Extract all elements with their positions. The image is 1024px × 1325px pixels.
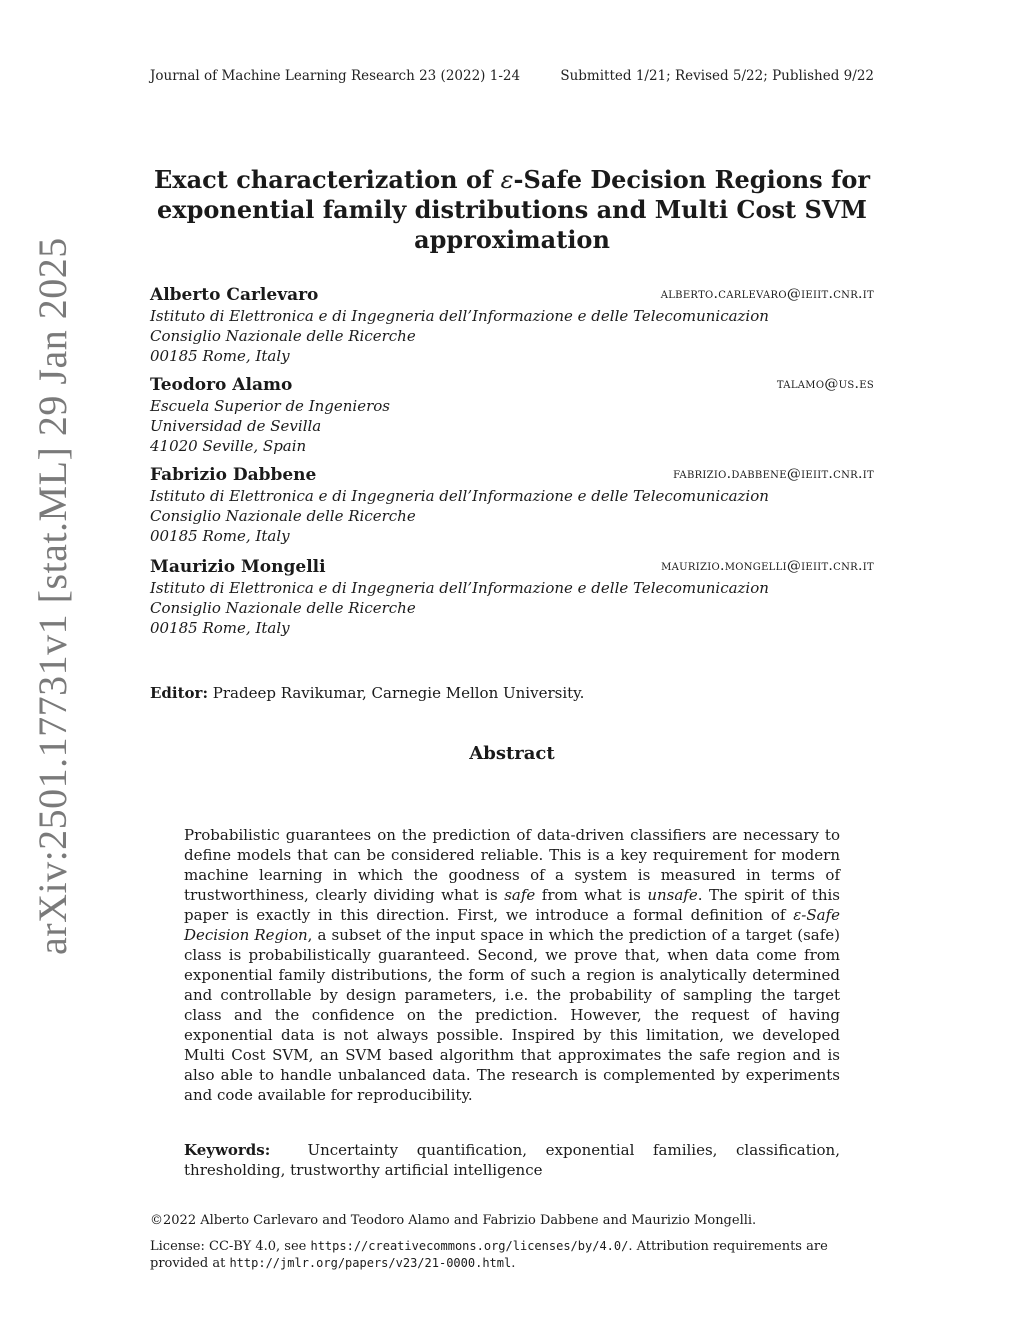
- license-note: License: CC-BY 4.0, see https://creativecommons.org/licenses/by/4.0/. Attribution requirements are provided at http://jmlr.org/papers/v23/21-0000.html.: [150, 1239, 828, 1271]
- editor-value: Pradeep Ravikumar, Carnegie Mellon University.: [212, 684, 585, 702]
- editor-label: Editor:: [150, 684, 208, 702]
- author-block: [150, 284, 874, 366]
- author-affiliation-line: Istituto di Elettronica e di Ingegneria dell’Informazione e delle Telecomunicazion: [150, 579, 769, 597]
- emph-safe-decision-region: ε-Safe Decision Region: [184, 906, 840, 944]
- paper-link[interactable]: http://jmlr.org/papers/v23/21-0000.html: [229, 1256, 512, 1270]
- arxiv-identifier-stamp: arXiv:2501.17731v1 [stat.ML] 29 Jan 2025: [30, 237, 75, 955]
- author-affiliation-line: Consiglio Nazionale delle Ricerche: [150, 327, 416, 345]
- author-affiliation-line: 00185 Rome, Italy: [150, 619, 290, 637]
- title-line-2: exponential family distributions and Multi Cost SVM: [157, 195, 867, 224]
- author-email[interactable]: talamo@us.es: [776, 376, 874, 392]
- author-name: Fabrizio Dabbene: [150, 465, 317, 485]
- running-header-submission: Submitted 1/21; Revised 5/22; Published 9/22: [560, 68, 874, 84]
- author-name: Alberto Carlevaro: [150, 285, 319, 305]
- epsilon-symbol: ε: [500, 166, 514, 194]
- abstract-body: Probabilistic guarantees on the prediction of data-driven classifiers are necessary to define models that can be considered reliable. This is a key requirement for modern machine learning in which the goodness of a system is measured in terms of trustworthiness, clearly dividing what is safe from what is unsafe. The spirit of this paper is exactly in this direction. First, we introduce a formal definition of ε-Safe Decision Region, a subset of the input space in which the prediction of a target (safe) class is probabilistically guaranteed. Second, we prove that, when data come from exponential family distributions, the form of such a region is analytically determined and controllable by design parameters, i.e. the probability of sampling the target class and the confidence on the prediction. However, the request of having exponential data is not always possible. Inspired by this limitation, we developed Multi Cost SVM, an SVM based algorithm that approximates the safe region and is also able to handle unbalanced data. The research is complemented by experiments and code available for reproducibility.: [184, 826, 840, 1104]
- author-affiliation-line: Universidad de Sevilla: [150, 417, 322, 435]
- author-name: Maurizio Mongelli: [150, 557, 326, 577]
- author-affiliation-line: 00185 Rome, Italy: [150, 527, 290, 545]
- author-name: Teodoro Alamo: [150, 375, 293, 395]
- title-line-3: approximation: [414, 225, 610, 254]
- author-affiliation-line: Istituto di Elettronica e di Ingegneria dell’Informazione e delle Telecomunicazion: [150, 487, 769, 505]
- author-email[interactable]: fabrizio.dabbene@ieiit.cnr.it: [673, 466, 874, 482]
- emph-safe: safe: [504, 886, 536, 904]
- keywords-paragraph: [184, 1140, 840, 1180]
- paper-title: [150, 165, 874, 255]
- license-link[interactable]: https://creativecommons.org/licenses/by/4.0/: [310, 1239, 629, 1253]
- copyright-line: ©2022 Alberto Carlevaro and Teodoro Alamo and Fabrizio Dabbene and Maurizio Mongelli.: [150, 1213, 757, 1228]
- author-block: [150, 374, 874, 456]
- author-affiliation-line: Istituto di Elettronica e di Ingegneria dell’Informazione e delle Telecomunicazion: [150, 307, 769, 325]
- author-block: [150, 464, 874, 546]
- author-affiliation-line: Escuela Superior de Ingenieros: [150, 397, 390, 415]
- abstract-heading: Abstract: [469, 743, 555, 764]
- emph-unsafe: unsafe: [647, 886, 698, 904]
- author-affiliation-line: Consiglio Nazionale delle Ricerche: [150, 599, 416, 617]
- editor-line: [150, 684, 584, 702]
- author-affiliation-line: 41020 Seville, Spain: [150, 437, 307, 455]
- keywords-label: Keywords:: [184, 1141, 271, 1159]
- running-header-journal: Journal of Machine Learning Research 23 (2022) 1-24: [150, 68, 521, 84]
- author-affiliation-line: Consiglio Nazionale delle Ricerche: [150, 507, 416, 525]
- author-affiliation-line: 00185 Rome, Italy: [150, 347, 290, 365]
- author-email[interactable]: maurizio.mongelli@ieiit.cnr.it: [661, 558, 874, 574]
- author-block: [150, 556, 874, 638]
- keywords-value: Uncertainty quantification, exponential families, classification, thresholding, trustworthy artificial intelligence: [184, 1141, 840, 1179]
- author-email[interactable]: alberto.carlevaro@ieiit.cnr.it: [660, 286, 874, 302]
- title-line-1: Exact characterization of ε-Safe Decision Regions for: [154, 165, 870, 194]
